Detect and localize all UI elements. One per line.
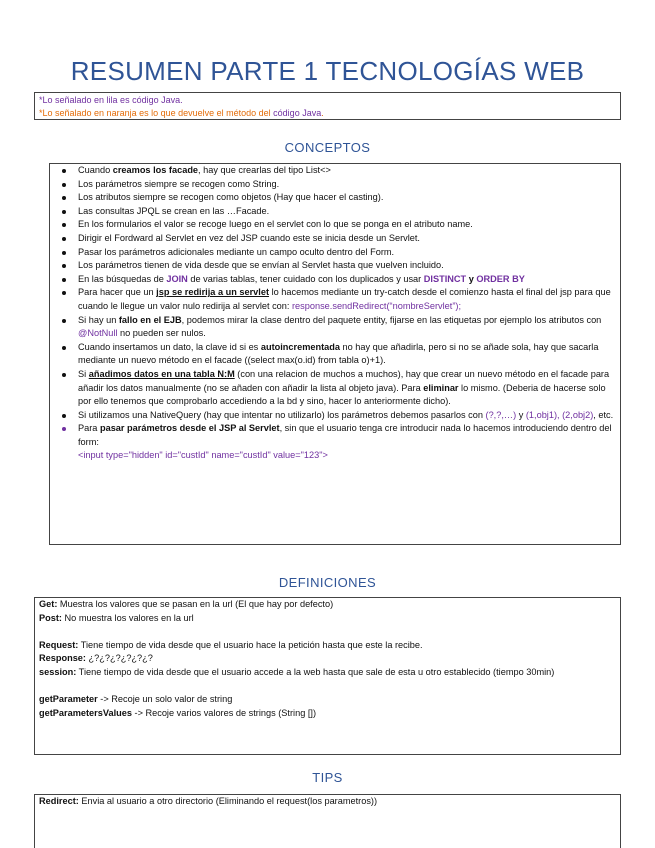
text: Tiene tiempo de vida desde que el usuario hace la petición hasta que este la recibe. xyxy=(78,639,423,650)
def-response xyxy=(39,652,616,666)
definiciones-box xyxy=(34,597,621,755)
code-notnull: @NotNull xyxy=(78,328,118,339)
list-item xyxy=(50,218,620,232)
text-bold: autoincrementada xyxy=(260,341,340,352)
list-item xyxy=(50,341,620,368)
text: Las consultas JPQL se crean en las …Facade. xyxy=(78,205,270,216)
list-item xyxy=(50,259,620,273)
label: Post: xyxy=(39,612,62,623)
label: getParameter xyxy=(39,694,98,705)
bullet-icon xyxy=(62,169,66,173)
label: session: xyxy=(39,666,77,677)
legend-line-lila: *Lo señalado en lila es código Java. xyxy=(39,95,183,105)
conceptos-heading: CONCEPTOS xyxy=(284,140,371,155)
code-orderby: ORDER BY xyxy=(476,273,525,284)
bullet-icon xyxy=(62,373,66,377)
label: Get: xyxy=(39,599,58,609)
list-item xyxy=(50,409,620,423)
text: Cuando insertamos un dato, la clave id si es xyxy=(78,341,261,352)
text: (con una relacion de muchos a muchos), hay que crear un nuevo método en el facade para añadir los datos manualmente (no se añaden con añadir la lista al objeto java). Para xyxy=(78,368,610,393)
text: , podemos mirar la clase dentro del paquete entity, fijarse en las etiquetas por ejemplo los atributos con xyxy=(181,314,602,325)
bullet-icon xyxy=(62,346,66,350)
page-title: RESUMEN PARTE 1 TECNOLOGÍAS WEB xyxy=(70,56,585,86)
list-item xyxy=(50,191,620,205)
text: Pasar los parámetros adicionales mediante un campo oculto dentro del Form. xyxy=(78,246,395,257)
label: Request: xyxy=(39,639,79,650)
text: Tiene tiempo de vida desde que el usuario accede a la web hasta que sale de esta u otro establecido (tiempo 30min) xyxy=(76,666,555,677)
bullet-icon xyxy=(62,427,66,431)
text-bold: añadimos datos en una tabla N:M xyxy=(88,368,235,379)
def-getparametersvalues xyxy=(39,707,616,721)
list-item xyxy=(50,273,620,287)
def-session xyxy=(39,666,616,680)
text-bold: fallo en el EJB xyxy=(118,314,182,325)
text: Si hay un xyxy=(78,314,119,325)
list-item xyxy=(50,178,620,192)
legend-dot: . xyxy=(321,108,324,118)
bullet-icon xyxy=(62,291,66,295)
bullet-icon xyxy=(62,414,66,418)
list-item xyxy=(50,232,620,246)
code-join: JOIN xyxy=(166,273,188,284)
tip-redirect xyxy=(39,795,616,809)
label: Response: xyxy=(39,653,86,664)
def-getparameter xyxy=(39,693,616,707)
text: ¿?¿?¿?¿?¿?¿? xyxy=(85,653,153,664)
legend-line-naranja xyxy=(39,107,616,120)
bullet-icon xyxy=(62,210,66,214)
text-bold: pasar parámetros desde el JSP al Servlet xyxy=(99,423,280,434)
text: no hay que añadirla, pero si no se añade sola, hay que sacarla mediante un nuevo método en el facade ((select max(o.id) from tabla o)+1). xyxy=(78,341,599,366)
text: y xyxy=(466,273,477,284)
list-item xyxy=(50,286,620,313)
text: En las búsquedas de xyxy=(78,273,167,284)
label: getParametersValues xyxy=(39,707,132,718)
list-item xyxy=(50,368,620,409)
legend-box xyxy=(34,92,621,120)
text: Cuando xyxy=(78,165,113,175)
bullet-icon xyxy=(62,278,66,282)
text: Muestra los valores que se pasan en la url (El que hay por defecto) xyxy=(57,599,334,609)
text: Los parámetros siempre se recogen como String. xyxy=(78,178,280,189)
text: Para xyxy=(78,423,100,434)
label: Redirect: xyxy=(39,796,79,806)
text-bold: jsp se redirija a un servlet xyxy=(156,287,270,298)
text: y xyxy=(516,409,526,420)
text: Los parámetros tienen de vida desde que se envían al Servlet hasta que vuelven incluido. xyxy=(78,260,444,271)
definiciones-heading: DEFINICIONES xyxy=(278,575,377,590)
code-distinct: DISTINCT xyxy=(423,273,467,284)
text: Si utilizamos una NativeQuery (hay que intentar no utilizarlo) los parámetros debemos pasarlos con xyxy=(78,409,486,420)
text: lo mismo. (Deberia de hacerse solo por ello tenemos que comprobarlo accediendo a la bd y sino, hacer lo anteriormente dicho). xyxy=(78,382,606,407)
text: , sin que el usuario tenga cre introducir nada lo hacemos introduciendo dentro del form: xyxy=(78,423,612,447)
bullet-icon xyxy=(62,251,66,255)
list-item xyxy=(50,246,620,260)
legend-java: código Java xyxy=(273,108,322,118)
conceptos-box xyxy=(49,163,621,545)
text: -> Recoje varios valores de strings (String []) xyxy=(131,707,317,718)
list-item xyxy=(50,422,620,463)
tips-heading: TIPS xyxy=(312,770,343,785)
text: -> Recoje un solo valor de string xyxy=(97,694,233,705)
code-input-hidden: <input type="hidden" id="custId" name="custId" value="123"> xyxy=(78,450,328,461)
bullet-icon xyxy=(62,237,66,241)
text: Dirigir el Fordward al Servlet en vez del JSP cuando este se inicia desde un Servlet. xyxy=(78,232,420,243)
spacer xyxy=(39,625,616,639)
def-post xyxy=(39,612,616,626)
text: No muestra los valores en la url xyxy=(61,612,194,623)
code-params: (?,?,…) xyxy=(485,409,517,420)
text: En los formularios el valor se recoge luego en el servlet con lo que se ponga en el atributo name. xyxy=(78,219,473,230)
code-redirect: response.sendRedirect(“nombreServlet”); xyxy=(292,300,462,311)
list-item xyxy=(50,314,620,341)
list-item xyxy=(50,164,620,178)
code-objs: (1,obj1), (2,obj2) xyxy=(525,409,594,420)
text-bold: eliminar xyxy=(423,382,459,393)
text: de varias tablas, tener cuidado con los duplicados y usar xyxy=(187,273,424,284)
list-item xyxy=(50,205,620,219)
bullet-icon xyxy=(62,183,66,187)
text: Si xyxy=(78,368,89,379)
def-get xyxy=(39,598,616,612)
text-bold: creamos los facade xyxy=(112,165,199,175)
text: , hay que crearlas del tipo List<> xyxy=(198,165,331,175)
bullet-icon xyxy=(62,319,66,323)
def-request xyxy=(39,639,616,653)
text: lo hacemos mediante un try-catch desde el comienzo hasta el final del jsp para que cuando le llegue un valor nulo redirija al servlet con: xyxy=(78,287,611,311)
spacer xyxy=(39,680,616,694)
tips-box xyxy=(34,794,621,848)
bullet-icon xyxy=(62,196,66,200)
text: Envia al usuario a otro directorio (Eliminando el request(los parametros)) xyxy=(78,796,378,806)
text: Para hacer que un xyxy=(78,287,157,298)
text: Los atributos siempre se recogen como objetos (Hay que hacer el casting). xyxy=(78,192,384,203)
bullet-icon xyxy=(62,223,66,227)
conceptos-list xyxy=(50,164,620,463)
bullet-icon xyxy=(62,264,66,268)
text: no pueden ser nulos. xyxy=(117,328,206,339)
text: , etc. xyxy=(593,409,614,420)
legend-text: *Lo señalado en naranja es lo que devuelve el método del xyxy=(39,108,274,118)
